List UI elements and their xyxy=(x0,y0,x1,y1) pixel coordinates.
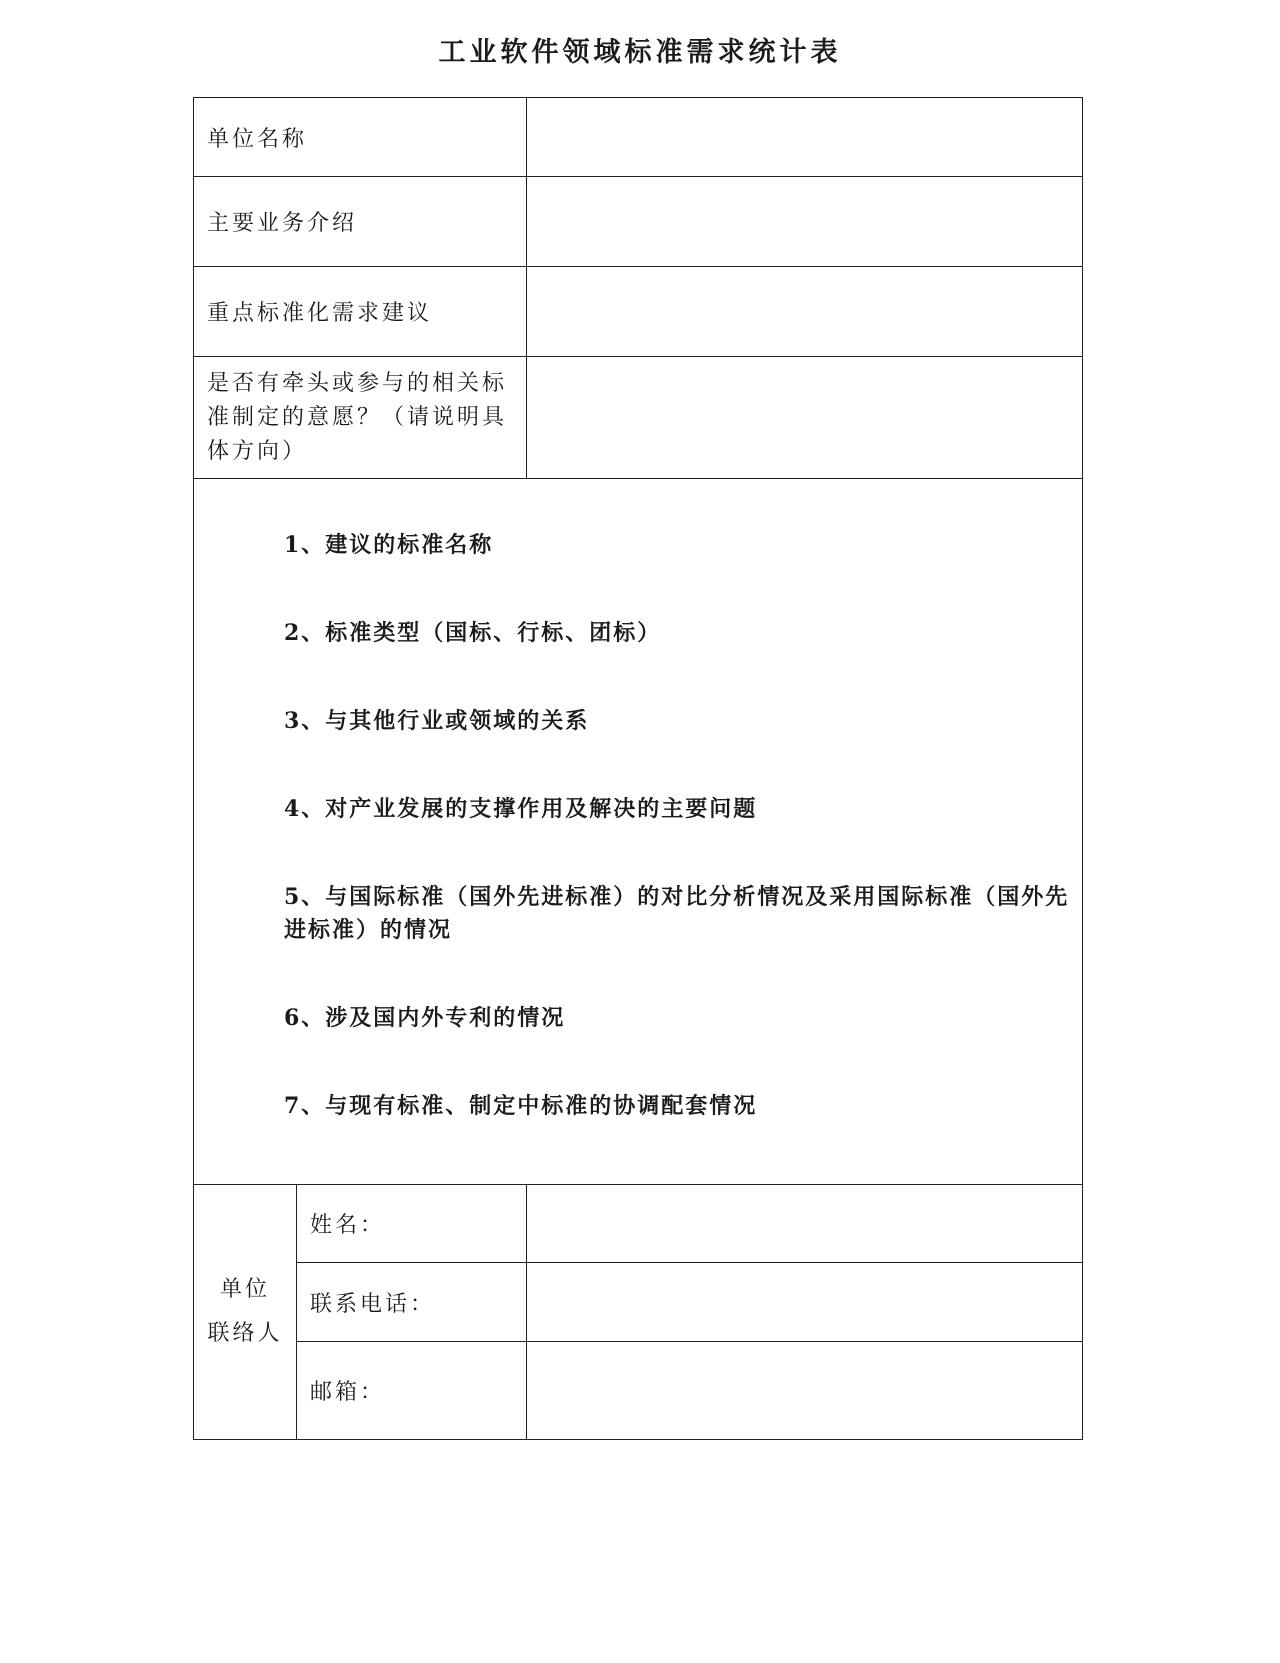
unit-name-field[interactable] xyxy=(527,98,1083,177)
contact-name-field[interactable] xyxy=(527,1185,1083,1263)
contact-heading-line2: 联络人 xyxy=(207,1321,283,1346)
form-row-key-suggestions xyxy=(194,267,1083,357)
contact-email-label: 邮箱： xyxy=(297,1342,527,1440)
form-row-contact-phone xyxy=(194,1263,1083,1342)
key-suggestions-label: 重点标准化需求建议 xyxy=(194,267,527,357)
lead-participation-field[interactable] xyxy=(527,357,1083,479)
detail-item: 3、与其他行业或领域的关系 xyxy=(284,708,590,734)
form-row-contact-email xyxy=(194,1342,1083,1440)
main-business-field[interactable] xyxy=(527,177,1083,267)
details-list xyxy=(194,479,1082,1123)
contact-heading-line1: 单位 xyxy=(219,1277,270,1302)
contact-phone-label: 联系电话： xyxy=(297,1263,527,1342)
lead-participation-label: 是否有牵头或参与的相关标准制定的意愿？（请说明具体方向） xyxy=(194,357,527,479)
form-row-unit-name xyxy=(194,98,1083,177)
detail-item: 6、涉及国内外专利的情况 xyxy=(284,1005,566,1031)
detail-item: 5、与国际标准（国外先进标准）的对比分析情况及采用国际标准（国外先进标准）的情况 xyxy=(284,884,1070,943)
key-suggestions-field[interactable] xyxy=(527,267,1083,357)
detail-item: 2、标准类型（国标、行标、团标） xyxy=(284,620,662,646)
page-title: 工业软件领域标准需求统计表 xyxy=(438,37,842,68)
contact-heading xyxy=(194,1185,297,1440)
unit-name-label: 单位名称 xyxy=(194,98,527,177)
detail-item: 4、对产业发展的支撑作用及解决的主要问题 xyxy=(284,796,758,822)
detail-item: 1、建议的标准名称 xyxy=(284,532,494,558)
form-row-lead-participation xyxy=(194,357,1083,479)
standards-demand-form xyxy=(193,97,1083,1440)
detail-item: 7、与现有标准、制定中标准的协调配套情况 xyxy=(284,1093,758,1119)
form-row-contact-name xyxy=(194,1185,1083,1263)
contact-email-field[interactable] xyxy=(527,1342,1083,1440)
contact-name-label: 姓名： xyxy=(297,1185,527,1263)
details-cell[interactable] xyxy=(194,479,1083,1185)
form-row-main-business xyxy=(194,177,1083,267)
main-business-label: 主要业务介绍 xyxy=(194,177,527,267)
contact-phone-field[interactable] xyxy=(527,1263,1083,1342)
form-row-details xyxy=(194,479,1083,1185)
